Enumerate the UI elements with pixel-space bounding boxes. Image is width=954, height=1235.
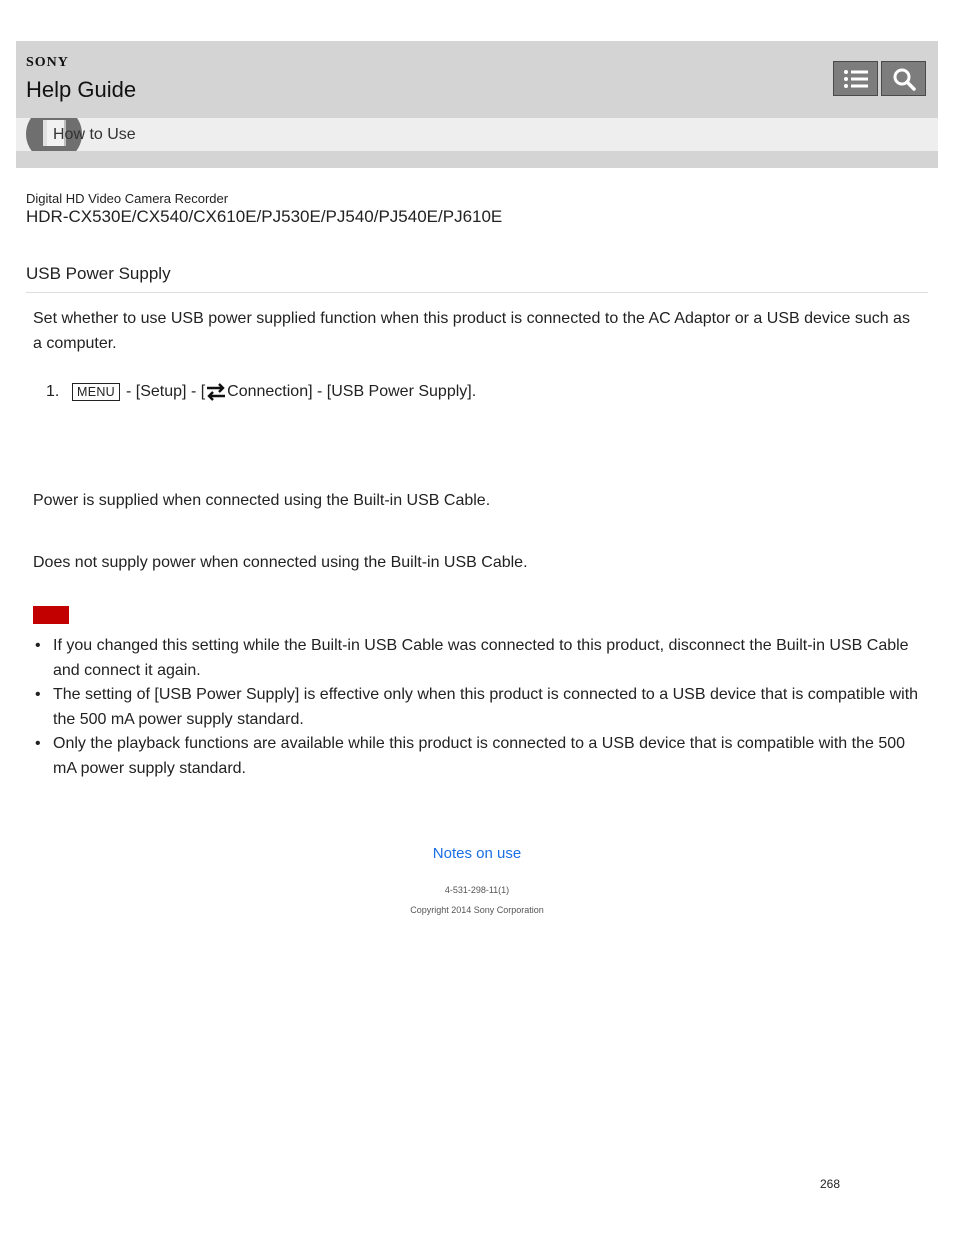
step-text-part2: Connection] - [USB Power Supply]. <box>227 383 477 400</box>
note-marker <box>33 606 69 624</box>
step-1 <box>46 382 476 402</box>
option-on-description: Power is supplied when connected using the Built-in USB Cable. <box>33 492 491 509</box>
title-divider <box>26 292 928 293</box>
page-header <box>16 41 938 168</box>
search-icon <box>892 67 916 91</box>
page-number: 268 <box>820 1177 841 1191</box>
document-id: 4-531-298-11(1) <box>444 885 510 895</box>
notes-on-use-link[interactable]: Notes on use <box>432 845 522 862</box>
step-text-part1: - [Setup] - [ <box>126 383 206 400</box>
search-button[interactable] <box>881 61 926 96</box>
list-item: • The setting of [USB Power Supply] is effective only when this product is connected to a USB device that is compatible with the 500 mA power supply standard. <box>33 683 923 732</box>
table-of-contents-button[interactable] <box>833 61 878 96</box>
help-guide-title[interactable]: Help Guide <box>26 77 137 102</box>
breadcrumb-how-to-use[interactable]: How to Use <box>53 126 136 143</box>
product-subtitle: Digital HD Video Camera Recorder <box>26 191 229 206</box>
brand-logo: SONY <box>26 55 69 70</box>
product-models: HDR-CX530E/CX540/CX610E/PJ530E/PJ540/PJ540E/PJ610E <box>26 207 503 226</box>
notes-list <box>33 634 923 781</box>
list-item: • Only the playback functions are available while this product is connected to a USB device that is compatible with the 500 mA power supply standard. <box>33 732 923 781</box>
connection-arrows-icon <box>205 382 227 402</box>
breadcrumb <box>16 118 938 151</box>
list-icon <box>843 68 869 90</box>
option-off-description: Does not supply power when connected using the Built-in USB Cable. <box>33 554 528 571</box>
list-item: • If you changed this setting while the Built-in USB Cable was connected to this product, disconnect the Built-in USB Cable and connect it again. <box>33 634 923 683</box>
intro-text: Set whether to use USB power supplied function when this product is connected to the AC Adaptor or a USB device such as a computer. <box>33 310 910 352</box>
copyright-text: Copyright 2014 Sony Corporation <box>410 905 544 915</box>
step-number: 1. <box>46 383 60 400</box>
menu-key-icon: MENU <box>72 383 120 401</box>
page-title: USB Power Supply <box>26 264 171 283</box>
